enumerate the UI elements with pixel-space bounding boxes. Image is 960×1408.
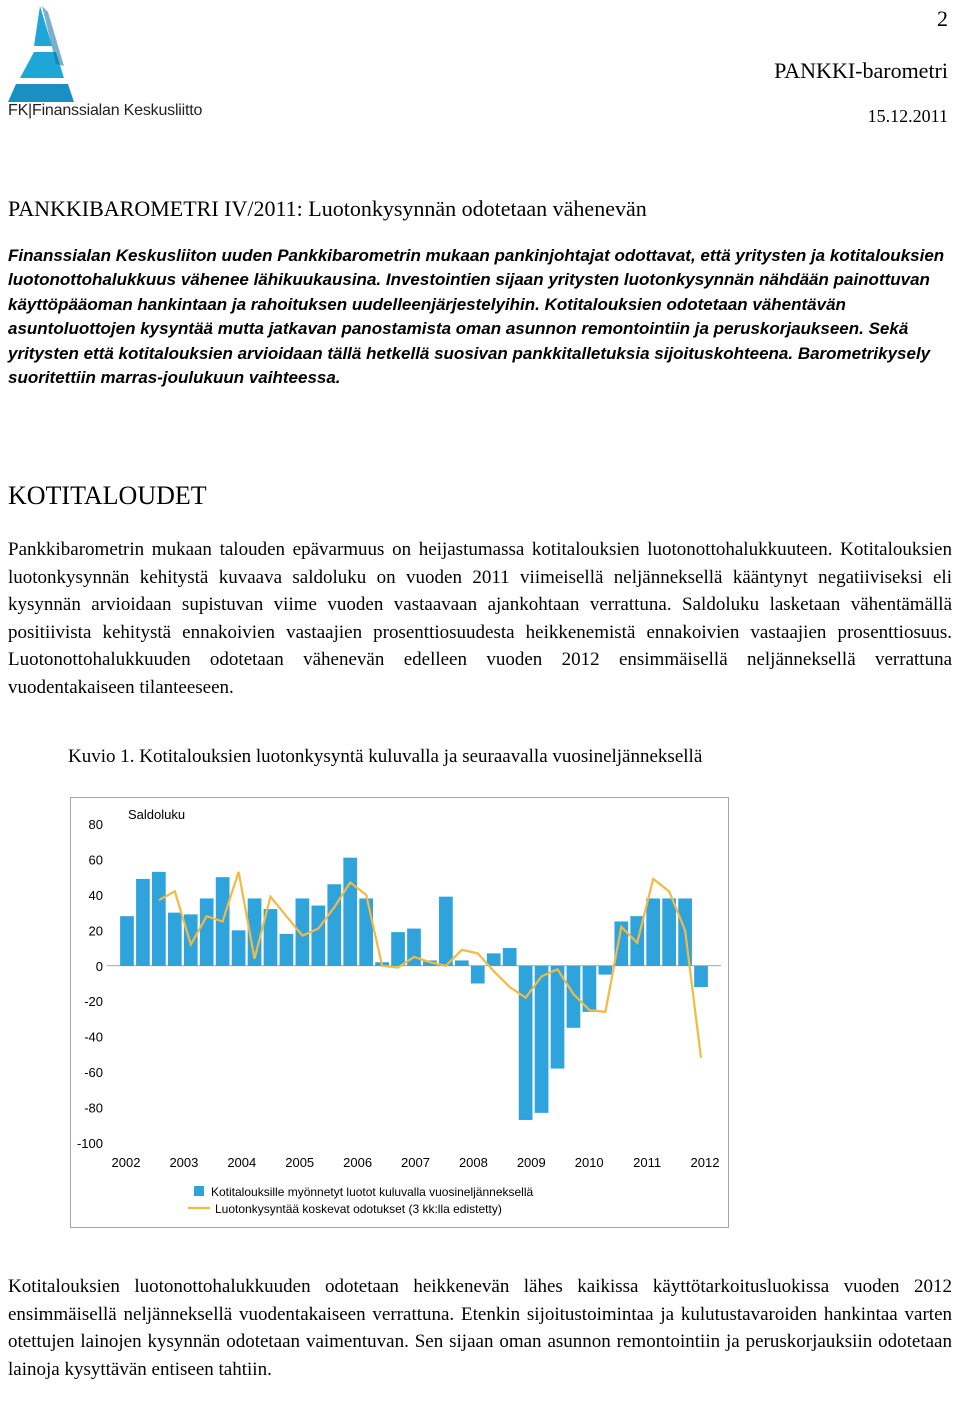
data-bar bbox=[296, 898, 310, 965]
data-bar bbox=[391, 932, 405, 966]
chart-frame bbox=[70, 797, 729, 1228]
page-number: 2 bbox=[937, 6, 948, 31]
data-bar bbox=[694, 966, 708, 987]
data-bar bbox=[535, 966, 549, 1113]
data-bar bbox=[343, 858, 357, 966]
logo-mark-icon bbox=[8, 6, 98, 102]
data-bar bbox=[168, 913, 182, 966]
figure-caption: Kuvio 1. Kotitalouksien luotonkysyntä kuluvalla ja seuraavalla vuosineljänneksellä bbox=[68, 746, 703, 767]
y-tick-label: 40 bbox=[88, 887, 103, 903]
x-tick-label: 2007 bbox=[401, 1155, 430, 1170]
paragraph-households: Pankkibarometrin mukaan talouden epävarmuus on heijastumassa kotitalouksien luotonottohalukkuuteen. Kotitalouksien luotonkysynnän kehitystä kuvaava saldoluku on vuoden 2011 viimeisellä neljänneksellä kääntynyt negatiiviseksi eli kysynnän arvioidaan supistuvan viime vuoden vastaavaan ajankohtaan verrattuna. Saldoluku lasketaan vähentämällä positiivista kehitystä ennakoivien vastaajien prosenttiosuudesta heikkenemistä ennakoivien vastaajien prosenttiosuus. Luotonottohalukkuuden odotetaan vähenevän edelleen vuoden 2012 ensimmäisellä neljänneksellä verrattuna vuodentakaiseen tilanteeseen. bbox=[8, 539, 952, 698]
chart-legend bbox=[188, 1185, 534, 1216]
x-tick-label: 2003 bbox=[169, 1155, 199, 1170]
x-tick-label: 2010 bbox=[574, 1155, 604, 1170]
data-bar bbox=[232, 930, 246, 965]
data-bar bbox=[455, 960, 469, 965]
legend-line-label: Luotonkysyntää koskevat odotukset (3 kk:lla edistetty) bbox=[215, 1202, 502, 1216]
data-bar bbox=[471, 966, 485, 984]
document-date: 15.12.2011 bbox=[867, 106, 948, 126]
data-bar bbox=[598, 966, 612, 975]
y-tick-label: -20 bbox=[84, 994, 103, 1010]
data-bar bbox=[439, 897, 453, 966]
y-tick-label: -100 bbox=[76, 1136, 103, 1151]
section-heading: KOTITALOUDET bbox=[8, 481, 207, 510]
article-lead: Finanssialan Keskusliiton uuden Pankkibarometrin mukaan pankinjohtajat odottavat, että yritysten ja kotitalouksien luotonottohalukkuus vähenee lähikuukausina. Investointien sijaan yritysten luotonkysynnän nähdään painottuvan käyttöpääoman hankintaan ja rahoituksen uudelleenjärjestelyihin. Kotitalouksien odotetaan vähentävän asuntoluottojen kysyntää mutta jatkavan panostamista oman asunnon remontointiin ja peruskorjaukseen. Sekä yritysten että kotitalouksien arvioidaan tällä hetkellä suosivan pankkitalletuksia sijoituskohteena. Barometrikysely suoritettiin marras-joulukuun vaihteessa. bbox=[8, 246, 945, 388]
y-tick-label: 0 bbox=[95, 958, 103, 974]
data-bar bbox=[136, 879, 150, 966]
x-tick-label: 2006 bbox=[343, 1155, 373, 1170]
data-bar bbox=[662, 898, 676, 965]
legend-bar-label: Kotitalouksille myönnetyt luotot kuluvalla vuosineljänneksellä bbox=[211, 1185, 534, 1199]
x-tick-label: 2008 bbox=[458, 1155, 488, 1170]
x-tick-label: 2011 bbox=[633, 1155, 662, 1170]
data-bar bbox=[120, 916, 134, 966]
y-tick-label: -80 bbox=[84, 1100, 103, 1116]
data-bar bbox=[519, 966, 533, 1120]
loan-demand-chart bbox=[71, 798, 728, 1227]
x-tick-label: 2005 bbox=[285, 1155, 315, 1170]
y-tick-label: -60 bbox=[84, 1065, 103, 1081]
data-bar bbox=[280, 934, 294, 966]
data-bar bbox=[184, 914, 198, 965]
logo-text: FK|Finanssialan Keskusliitto bbox=[8, 102, 203, 119]
data-bar bbox=[152, 872, 166, 966]
y-tick-label: 20 bbox=[88, 923, 103, 939]
data-bar bbox=[311, 906, 325, 966]
y-tick-label: 60 bbox=[88, 852, 103, 868]
data-bar bbox=[551, 966, 565, 1069]
data-bar bbox=[359, 898, 373, 965]
article-title: PANKKIBAROMETRI IV/2011: Luotonkysynnän odotetaan vähenevän bbox=[8, 196, 647, 221]
chart-title: Saldoluku bbox=[128, 807, 186, 822]
x-tick-label: 2012 bbox=[690, 1155, 720, 1170]
data-bar bbox=[487, 953, 501, 965]
data-bar bbox=[200, 898, 214, 965]
paragraph-loan-purposes: Kotitalouksien luotonottohalukkuuden odotetaan heikkenevän lähes kaikissa käyttötarkoitusluokissa vuoden 2012 ensimmäisellä neljänneksellä vuodentakaiseen verrattuna. Etenkin sijoitustoimintaa ja kulutustavaroiden hankintaa varten otettujen lainojen kysynnän odotetaan vaimentuvan. Sen sijaan oman asunnon remontointiin ja peruskorjauksiin odotetaan lainoja kysyttävän entiseen tahtiin. bbox=[8, 1276, 952, 1380]
x-tick-label: 2004 bbox=[227, 1155, 257, 1170]
legend-bar-swatch bbox=[194, 1186, 204, 1196]
x-tick-label: 2009 bbox=[516, 1155, 546, 1170]
data-bar bbox=[567, 966, 581, 1028]
document-name: PANKKI-barometri bbox=[774, 58, 948, 83]
x-tick-label: 2002 bbox=[111, 1155, 141, 1170]
data-bar bbox=[327, 884, 341, 966]
data-bar bbox=[503, 948, 517, 966]
data-bar bbox=[646, 898, 660, 965]
y-tick-label: -40 bbox=[84, 1029, 103, 1045]
y-tick-label: 80 bbox=[88, 817, 103, 832]
